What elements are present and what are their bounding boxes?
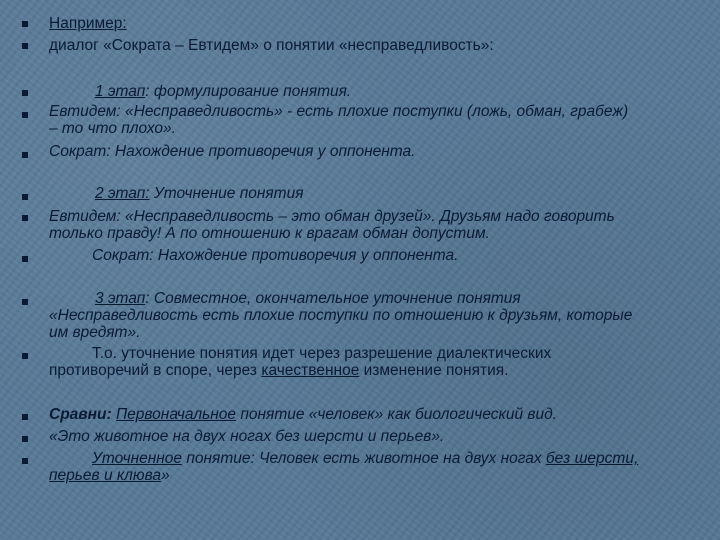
stage1-title: : формулирование понятия. — [145, 83, 352, 100]
stage1-label: 1 этап — [95, 83, 146, 100]
stage2-socrates: Сократ: Нахождение противоречия у оппонента. — [92, 247, 459, 264]
stage3-title: : Совместное, окончательное уточнение понятия — [145, 290, 521, 307]
compare-line — [49, 407, 706, 424]
refined-line1 — [49, 451, 706, 468]
stage1-heading — [49, 84, 706, 101]
bullet-marker — [22, 215, 28, 221]
compare-emphasis: Первоначальное — [115, 406, 237, 423]
stage1-evtidem-line2: – то что плохо». — [49, 120, 176, 137]
refined-emphasis: Уточненное — [92, 450, 183, 467]
stage1-evtidem-line1: Евтидем: «Несправедливость» - есть плохие поступки (ложь, обман, грабеж) — [49, 103, 629, 120]
stage2-heading — [49, 186, 706, 203]
stage3-note-emphasis: качественное — [261, 362, 360, 379]
compare-label: Сравни: — [49, 406, 112, 423]
stage2-evtidem-line2: только правду! А по отношению к врагам обман допустим. — [49, 225, 490, 242]
quote-line: «Это животное на двух ногах без шерсти и перьев». — [49, 428, 445, 445]
stage3-note-line1: Т.о. уточнение понятия идет через разрешение диалектических — [92, 345, 552, 362]
stage2-evtidem-line1: Евтидем: «Несправедливость – это обман друзей». Друзьям надо говорить — [49, 208, 615, 225]
stage3-heading — [49, 291, 706, 308]
stage1-socrates: Сократ: Нахождение противоречия у оппонента. — [49, 143, 416, 160]
bullet-marker — [22, 436, 28, 442]
stage2-title: Уточнение понятия — [149, 185, 304, 202]
stage3-note-tail: изменение понятия. — [359, 362, 509, 379]
stage3-note-text: противоречий в споре, через — [49, 362, 262, 379]
bullet-marker — [22, 152, 28, 158]
refined-line2 — [49, 468, 706, 485]
refined-text: понятие: Человек есть животное на двух ногах — [182, 450, 546, 467]
intro-line — [49, 16, 706, 33]
stage3-label: 3 этап — [95, 290, 146, 307]
bullet-marker — [22, 90, 28, 96]
compare-text: понятие «человек» как биологический вид. — [236, 406, 557, 423]
stage2-label: 2 этап: — [95, 185, 150, 202]
bullet-marker — [22, 194, 28, 200]
bullet-marker — [22, 256, 28, 262]
bullet-marker — [22, 458, 28, 464]
bullet-marker — [22, 112, 28, 118]
stage3-definition-line1: «Несправедливость есть плохие поступки по отношению к друзьям, которые — [49, 307, 633, 324]
refined-line2-tail: » — [160, 467, 170, 484]
stage3-note-line2 — [49, 363, 706, 380]
bullet-marker — [22, 414, 28, 420]
bullet-marker — [22, 299, 28, 305]
bullet-marker — [22, 353, 28, 359]
refined-line2-emphasis: перьев и клюва — [49, 467, 161, 484]
stage3-definition-line2: им вредят». — [49, 324, 141, 341]
bullet-marker — [22, 21, 28, 27]
bullet-marker — [22, 43, 28, 49]
refined-tail: без шерсти, — [545, 450, 639, 467]
intro-subtitle: диалог «Сократа – Евтидем» о понятии «несправедливость»: — [49, 37, 494, 54]
intro-heading: Например: — [49, 15, 127, 32]
